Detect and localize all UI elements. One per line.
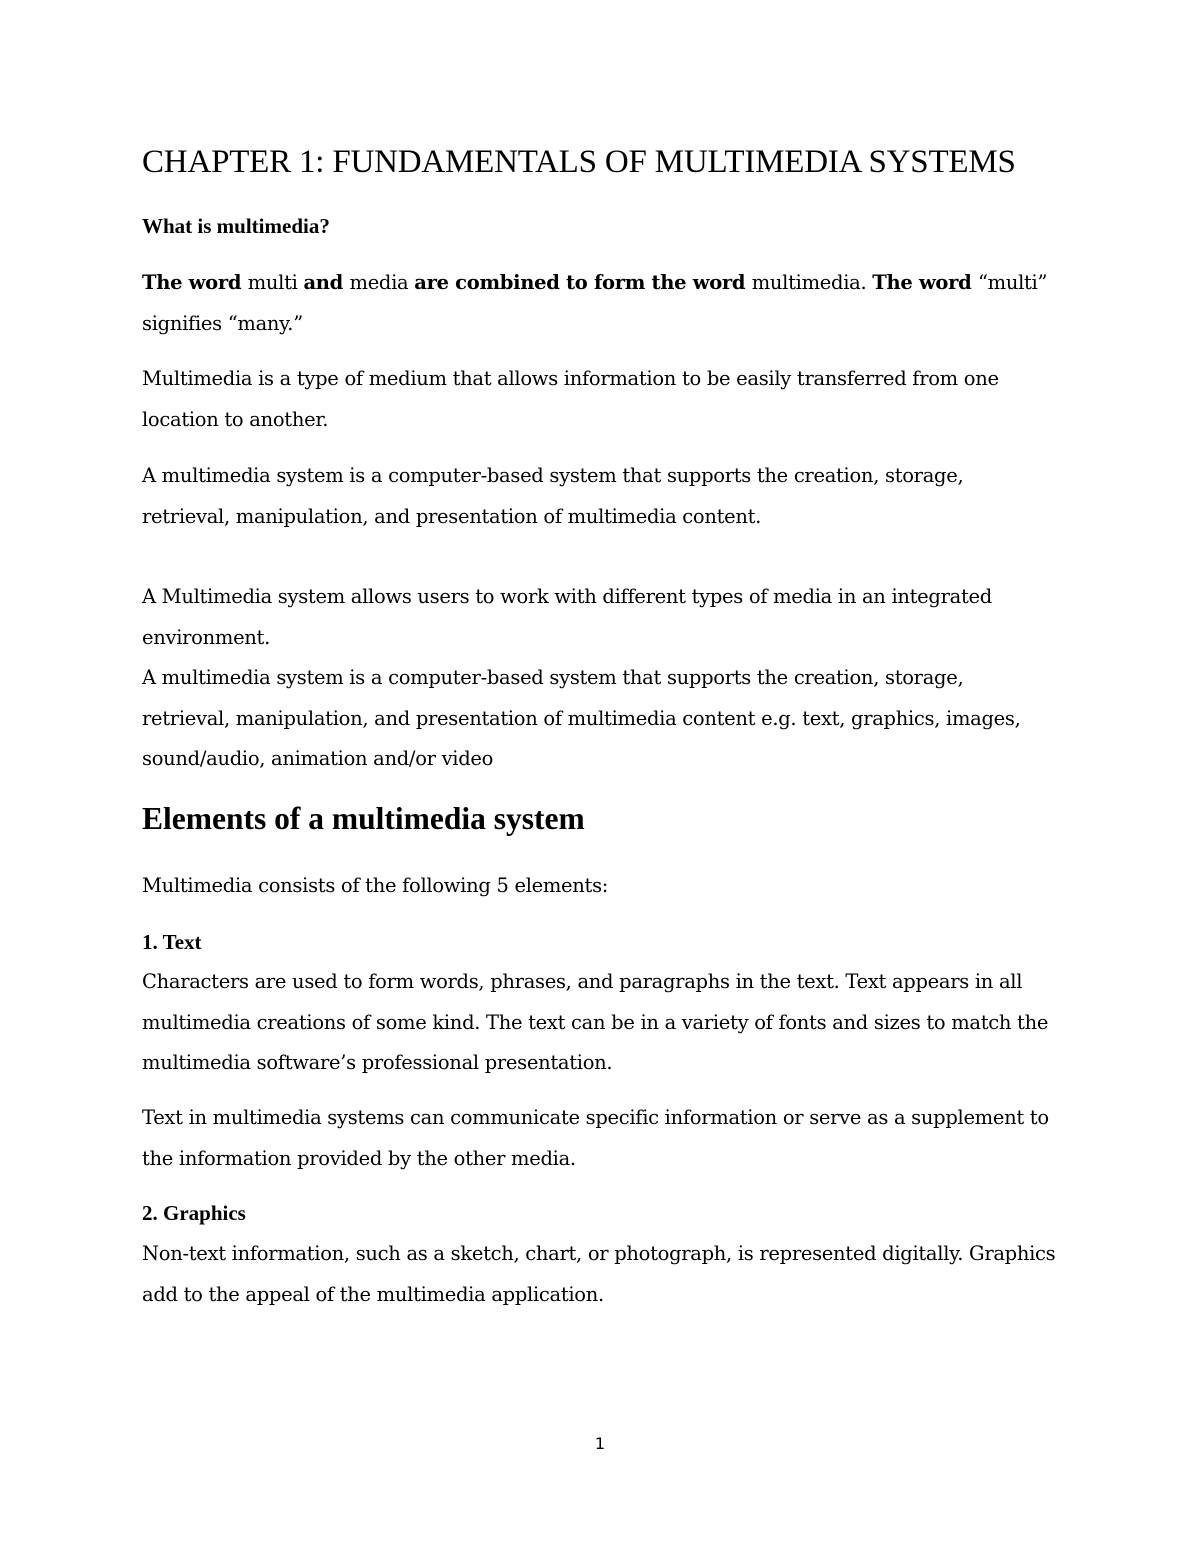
paragraph-line: retrieval, manipulation, and presentation of multimedia content. <box>142 504 762 528</box>
paragraph-line: A multimedia system is a computer-based system that supports the creation, storage, <box>142 666 964 689</box>
intro-run: multi <box>247 271 304 294</box>
paragraph-line: the information provided by the other media. <box>142 1146 576 1170</box>
paragraph-line: location to another. <box>142 407 329 431</box>
intro-run: media <box>349 271 415 294</box>
intro-run: “multi” <box>977 271 1048 294</box>
intro-line-2: signifies “many.” <box>142 311 303 335</box>
paragraph-line: Non-text information, such as a sketch, chart, or photograph, is represented digitally. Graphics <box>142 1242 1056 1265</box>
paragraph-text-element <box>142 962 1062 1084</box>
paragraph-graphics-element <box>142 1234 1062 1315</box>
paragraph-system-definition <box>142 456 1062 537</box>
paragraph-line: A multimedia system is a computer-based system that supports the creation, storage, <box>142 464 964 487</box>
paragraph-line: sound/audio, animation and/or video <box>142 747 494 770</box>
intro-line-1 <box>142 263 1062 304</box>
paragraph-line: Multimedia is a type of medium that allows information to be easily transferred from one <box>142 367 999 390</box>
paragraph-line: Text in multimedia systems can communicate specific information or serve as a supplement to <box>142 1106 1049 1129</box>
subheading-graphics: 2. Graphics <box>142 1201 246 1225</box>
subheading-text: 1. Text <box>142 930 202 954</box>
paragraph-line: environment. <box>142 625 270 649</box>
paragraph-line: add to the appeal of the multimedia application. <box>142 1282 604 1306</box>
paragraph-line: A Multimedia system allows users to work with different types of media in an integrated <box>142 585 992 608</box>
intro-run: and <box>303 271 350 294</box>
intro-run: multimedia. <box>751 271 873 294</box>
paragraph-text-supplement <box>142 1098 1062 1179</box>
chapter-title: CHAPTER 1: FUNDAMENTALS OF MULTIMEDIA SYSTEMS <box>142 144 1016 180</box>
paragraph-line: multimedia creations of some kind. The text can be in a variety of fonts and sizes to match the <box>142 1010 1049 1034</box>
page-number: 1 <box>594 1434 606 1453</box>
intro-paragraph <box>142 263 1062 344</box>
intro-run: The word <box>142 271 248 294</box>
paragraph-integrated-environment <box>142 577 1062 780</box>
elements-intro: Multimedia consists of the following 5 elements: <box>142 874 609 897</box>
paragraph-line: multimedia software’s professional presentation. <box>142 1051 613 1074</box>
paragraph-line: Characters are used to form words, phrases, and paragraphs in the text. Text appears in all <box>142 970 1023 993</box>
paragraph-medium <box>142 359 1062 440</box>
section-heading-elements: Elements of a multimedia system <box>142 801 585 836</box>
intro-run: are combined to form the word <box>414 271 752 294</box>
section-heading-what-is-multimedia: What is multimedia? <box>142 214 330 238</box>
paragraph-line: retrieval, manipulation, and presentation of multimedia content e.g. text, graphics, images, <box>142 706 1021 730</box>
intro-run: The word <box>872 271 978 294</box>
